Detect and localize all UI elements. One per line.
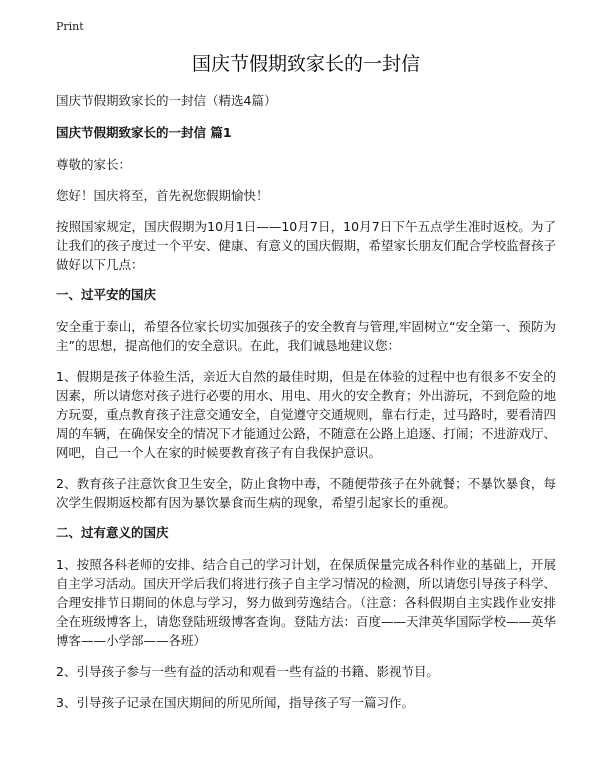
page-title: 国庆节假期致家长的一封信 [191,53,420,75]
safety-paragraph: 2、教育孩子注意饮食卫生安全，防止食物中毒，不随便带孩子在外就餐；不暴饮暴食，每次学生假期返校都有因为暴饮暴食而生病的现象，希望引起家长的重视。 [56,476,556,510]
meaningful-paragraph: 3、引导孩子记录在国庆期间的所见所闻，指导孩子写一篇习作。 [56,695,414,710]
section-heading-safety: 一、过平安的国庆 [56,287,157,302]
safety-paragraph: 1、假期是孩子体验生活，亲近大自然的最佳时期，但是在体验的过程中也有很多不安全的因素，所以请您对孩子进行必要的用水、用电、用火的安全教育；外出游玩，不到危险的地方玩耍，重点教育孩子注意交通安全，自觉遵守交通规则，靠右行走，过马路时，要看清四周的车辆，在确保安全的情况下才能通过公路，不随意在公路上追逐、打闹；不进游戏厅、网吧，自己一个人在家的时候要教育孩子有自我保护意识。 [56,369,557,460]
intro-paragraph: 按照国家规定，国庆假期为10月1日——10月7日，10月7日下午五点学生准时返校。为了让我们的孩子度过一个平安、健康、有意义的国庆假期，希望家长朋友们配合学校监督孩子做好以下几点： [56,219,557,272]
safety-paragraph: 安全重于泰山，希望各位家长切实加强孩子的安全教育与管理,牢固树立“安全第一、预防为主”的思想，提高他们的安全意识。在此，我们诚恳地建议您： [56,319,556,353]
print-label[interactable]: Print [56,20,84,33]
meaningful-paragraph: 2、引导孩子参与一些有益的活动和观看一些有益的书籍、影视节目。 [56,664,439,679]
document-body [56,50,556,724]
meaningful-paragraph: 1、按照各科老师的安排、结合自己的学习计划，在保质保量完成各科作业的基础上，开展自主学习活动。国庆开学后我们将进行孩子自主学习情况的检测，所以请您引导孩子科学、合理安排节日期间的休息与学习，努力做到劳逸结合。（注意：各科假期自主实践作业安排全在班级博客上，请您登陆班级博客查询。登陆方法：百度——天津英华国际学校——英华博客——小学部——各班） [56,557,557,648]
section-heading-meaningful: 二、过有意义的国庆 [56,525,169,540]
article-heading: 国庆节假期致家长的一封信 篇1 [56,125,232,140]
subtitle: 国庆节假期致家长的一封信（精选4篇） [56,93,277,108]
salutation: 您好！国庆将至，首先祝您假期愉快！ [56,188,269,203]
greeting: 尊敬的家长： [56,157,132,172]
